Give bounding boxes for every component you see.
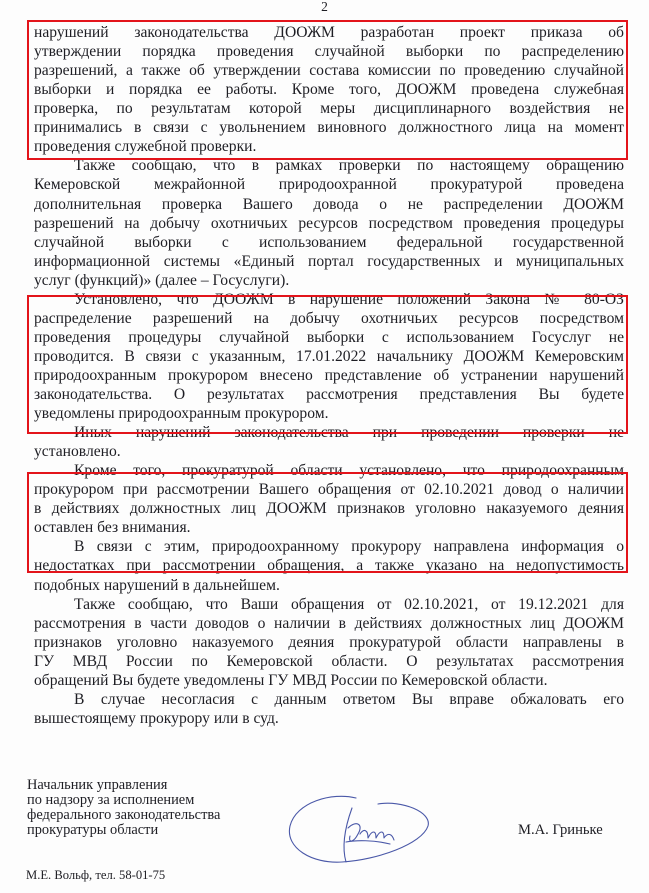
text-line: проведения служебной проверки. — [34, 138, 257, 156]
text-line: природоохранным прокурором внесено представление об устранении нарушений — [34, 366, 624, 384]
text-line: в действиях должностных лиц ДООЖМ признаков уголовно наказуемого деяния — [34, 500, 624, 518]
text-line: Также сообщаю, что Ваши обращения от 02.10.2021, от 19.12.2021 для — [74, 595, 624, 613]
signature-title-line: Начальник управления — [27, 777, 168, 793]
text-line: нарушений законодательства ДООЖМ разработан проект приказа об — [34, 24, 624, 41]
text-line: обращений Вы будете уведомлены ГУ МВД России по Кемеровской области. — [34, 671, 548, 689]
handwritten-signature — [282, 790, 432, 880]
text-line: Иных нарушений законодательства при проведении проверки не — [74, 424, 624, 442]
text-line: услуг (функций)» (далее – Госуслуги). — [34, 271, 290, 289]
text-line: проверка, по результатам которой меры дисциплинарного воздействия не — [34, 100, 624, 118]
text-line: установлено. — [34, 443, 121, 461]
text-line: разрешений на добычу охотничьих ресурсов посредством проведения процедуры — [34, 214, 624, 232]
text-line: оставлен без внимания. — [34, 519, 191, 537]
signer-name: М.А. Гриньке — [518, 822, 603, 838]
highlight-box-3 — [27, 472, 628, 573]
highlight-box-2 — [27, 295, 628, 434]
text-line: уведомлены природоохранным прокурором. — [34, 405, 329, 422]
text-line: информационной системы «Единый портал государственных и муниципальных — [34, 252, 624, 270]
text-line: вышестоящему прокурору или в суд. — [34, 709, 279, 727]
text-line: проводится. В связи с указанным, 17.01.2022 начальнику ДООЖМ Кемеровским — [34, 347, 624, 365]
text-line: распределение разрешений на добычу охотничьих ресурсов посредством — [34, 309, 624, 327]
text-line: подобных нарушений в дальнейшем. — [34, 576, 280, 594]
text-line: прокурором при рассмотрении Вашего обращения от 02.10.2021 довод о наличии — [34, 481, 624, 499]
signature-title-line: прокуратуры области — [27, 822, 159, 838]
text-line: принимались в связи с увольнением виновного должностного лица на момент — [34, 119, 624, 137]
signature-title-line: федерального законодательства — [27, 807, 221, 823]
contact-line: М.Е. Вольф, тел. 58-01-75 — [26, 868, 166, 882]
text-line: Кемеровской межрайонной природоохранной прокуратурой проведена — [34, 176, 624, 194]
page-number: 2 — [321, 0, 328, 14]
text-line: В случае несогласия с данным ответом Вы вправе обжаловать его — [74, 690, 624, 708]
text-line: выборки и порядка ее работы. Кроме того, ДООЖМ проведена служебная — [34, 81, 624, 99]
text-line: случайной выборки с использованием федеральной государственной — [34, 233, 624, 251]
text-line: законодательства. О результатах рассмотрения представления Вы будете — [34, 385, 624, 403]
text-line: Кроме того, прокуратурой области установлено, что природоохранным — [74, 462, 624, 480]
text-line: Также сообщаю, что в рамках проверки по настоящему обращению — [74, 157, 624, 175]
signature-title-line: по надзору за исполнением — [27, 792, 195, 808]
text-line: Установлено, что ДООЖМ в нарушение положений Закона № 80-ОЗ — [74, 290, 624, 308]
text-line: недостатках при рассмотрении обращения, а также указано на недопустимость — [34, 557, 624, 575]
text-line: рассмотрения в части доводов о наличии в действиях должностных лиц ДООЖМ — [34, 614, 624, 632]
text-line: ГУ МВД России по Кемеровской области. О результатах рассмотрения — [34, 652, 624, 670]
highlight-box-1 — [27, 20, 628, 160]
text-line: утверждении порядка проведения случайной выборки по распределению — [34, 43, 624, 60]
text-line: В связи с этим, природоохранному прокурору направлена информация о — [74, 538, 624, 556]
text-line: разрешений, а также об утверждении состава комиссии по проведению случайной — [34, 62, 624, 80]
text-line: проведения процедуры случайной выборки с использованием Госуслуг не — [34, 328, 624, 346]
text-line: дополнительная проверка Вашего довода о не распределении ДООЖМ — [34, 195, 624, 213]
text-line: признаков уголовно наказуемого деяния прокуратурой области направлены в — [34, 633, 624, 651]
